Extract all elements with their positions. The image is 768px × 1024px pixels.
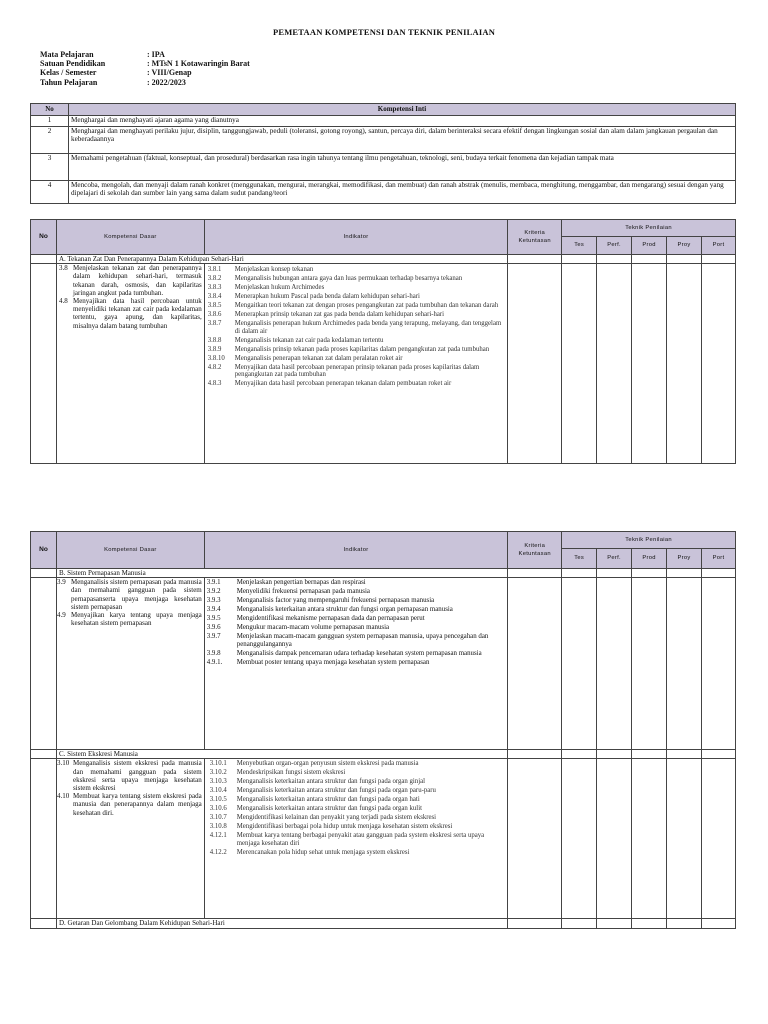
ind-text: Mengukur macam-macam volume pernapasan manusia <box>236 624 390 632</box>
ki-text: Menghargai dan menghayati ajaran agama yang dianutnya <box>69 116 736 127</box>
meta-value: : MTsN 1 Kotawaringin Barat <box>147 59 250 69</box>
ind-num: 3.8.10 <box>207 354 225 362</box>
kompetensi-inti-table <box>30 103 736 204</box>
ind-text: Menganalisis keterkaitan antara struktur dan fungsi pada organ kulit <box>236 805 422 813</box>
ki-text: Mencoba, mengolah, dan menyaji dalam ranah konkret (menggunakan, mengurai, merangkai, memodifikasi, dan membuat) dan ranah abstrak (menulis, membaca, menghitung, menggambar, dan mengarang) sesuai dengan yang dipelajari di sekolah dan sumber lain yang sama dalam sudut pandang/teori <box>69 181 736 204</box>
ind-text: Menyajikan data hasil percobaan penerapan tekanan dalam pembuatan roket air <box>234 380 452 388</box>
meta-row <box>40 59 250 68</box>
ind-text: Mengidentifikasi mekanisme pernapasan dada dan pernapasan perut <box>236 615 425 623</box>
ind-num: 3.9.3 <box>206 597 221 605</box>
ind-text: Menganalisis penerapan tekanan zat dalam peralatan roket air <box>234 354 403 362</box>
header-col: Port <box>701 549 735 569</box>
header-indikator: Indikator <box>204 532 507 569</box>
ind-text: Mengidentifikasi berbagai pola hidup untuk menjaga kesehatan sistem ekskresi <box>236 823 453 831</box>
ind-text: Menganalisis tekanan zat cair pada kedalaman tertentu <box>234 336 384 344</box>
kd-cell <box>56 578 204 750</box>
header-kd: Kompetensi Dasar <box>56 220 204 255</box>
ind-text: Menyebutkan organ-organ penyusun sistem ekskresi pada manusia <box>236 760 419 768</box>
kd-text: Membuat karya tentang sistem ekskresi pada manusia dan penerapannya dalam menjaga kesehatan diri. <box>72 792 202 817</box>
kd-num: 4.10 <box>56 792 70 801</box>
ki-no: 4 <box>31 181 69 204</box>
ind-text: Menganalisis prinsip tekanan pada proses kapilaritas dalam pengangkutan zat pada tumbuhan <box>234 345 490 353</box>
ind-num: 4.8.2 <box>207 363 222 371</box>
section-title: C. Sistem Ekskresi Manusia <box>56 750 507 759</box>
table-row <box>31 578 736 750</box>
kd-text: Menyajikan karya tentang upaya menjaga kesehatan sistem pernapasan <box>70 611 202 628</box>
ki-header-title: Kompetensi Inti <box>69 104 736 116</box>
header-col: Tes <box>562 549 597 569</box>
meta-label: Kelas / Semester <box>40 68 97 78</box>
ind-text: Merencanakan pola hidup sehat untuk menjaga system ekskresi <box>236 848 410 856</box>
meta-row <box>40 78 250 87</box>
section-title: B. Sistem Pernapasan Manusia <box>56 569 507 578</box>
ki-no: 3 <box>31 154 69 181</box>
ind-num: 3.8.6 <box>207 311 222 319</box>
indikator-cell <box>204 759 507 919</box>
ind-num: 3.9.6 <box>206 624 221 632</box>
header-indikator: Indikator <box>204 220 507 255</box>
meta-value: : IPA <box>147 50 165 59</box>
meta-label: Mata Pelajaran <box>40 50 94 59</box>
ind-num: 3.8.5 <box>207 302 222 310</box>
ind-num: 3.9.5 <box>206 615 221 623</box>
kd-cell <box>56 264 204 464</box>
ind-num: 3.10.6 <box>209 805 227 813</box>
header-col: Prod <box>632 237 667 255</box>
ind-num: 3.9.1 <box>206 579 221 587</box>
ind-num: 3.10.5 <box>209 796 227 804</box>
header-teknik: Teknik Penilaian <box>562 220 736 237</box>
ki-no: 2 <box>31 127 69 154</box>
ind-num: 3.10.4 <box>209 787 227 795</box>
ind-text: Menjelaskan pengertian bernapas dan respirasi <box>236 579 366 587</box>
meta-label: Tahun Pelajaran <box>40 77 98 87</box>
header-kd: Kompetensi Dasar <box>56 532 204 569</box>
meta-row <box>40 68 250 77</box>
ind-num: 3.8.1 <box>207 266 222 274</box>
meta-value: : VIII/Genap <box>147 68 192 78</box>
ind-text: Menganalisis keterkaitan antara struktur dan fungsi pada organ paru-paru <box>236 787 436 795</box>
table-row <box>31 264 736 464</box>
kd-num: 3.10 <box>56 759 70 768</box>
kd-num: 4.8 <box>58 297 68 306</box>
ind-num: 3.8.3 <box>207 284 222 292</box>
ind-text: Menjelaskan konsep tekanan <box>234 266 314 274</box>
ind-num: 4.12.2 <box>209 848 227 856</box>
ind-text: Mengaitkan teori tekanan zat dengan proses pengangkutan zat pada tumbuhan dan tekanan darah <box>234 302 499 310</box>
ind-num: 3.9.7 <box>206 633 221 641</box>
ind-text: Menganalisis keterkaitan antara struktur dan fungsi pada organ hati <box>236 796 420 804</box>
ind-text: Menjelaskan hukum Archimedes <box>234 284 325 292</box>
ind-num: 3.8.8 <box>207 336 222 344</box>
ind-num: 3.10.2 <box>209 769 227 777</box>
table-row <box>31 154 736 181</box>
header-col: Proy <box>667 237 702 255</box>
ind-text: Membuat karya tentang berbagai penyakit atau gangguan pada system ekskresi serta upaya menjaga kesehatan diri <box>236 832 485 847</box>
ind-text: Menyelidiki frekuensi pernapasan pada manusia <box>236 588 370 596</box>
table-row <box>31 127 736 154</box>
ind-text: Mengidentifikasi kelainan dan penyakit yang terjadi pada sistem ekskresi <box>236 814 437 822</box>
ind-num: 3.10.7 <box>209 814 227 822</box>
ind-text: Menjelaskan macam-macam gangguan system pernapasan manusia, upaya pencegahan dan penanggulangannya <box>236 633 489 649</box>
kd-cell <box>56 759 204 919</box>
header-col: Proy <box>667 549 702 569</box>
kd-text: Menjelaskan tekanan zat dan penerapannya dalam kehidupan sehari-hari, termasuk tekanan darah, osmosis, dan kapilaritas jaringan angkut pada tumbuhan. <box>72 264 202 297</box>
ind-text: Menganalisis dampak pencemaran udara terhadap kesehatan system pernapasan manusia <box>236 650 482 658</box>
header-no: No <box>31 220 57 255</box>
header-col: Port <box>701 237 735 255</box>
header-teknik: Teknik Penilaian <box>562 532 736 549</box>
indikator-cell <box>204 578 507 750</box>
ind-num: 3.8.9 <box>207 345 222 353</box>
table-row <box>31 759 736 919</box>
ind-num: 4.8.3 <box>207 380 222 388</box>
table-row <box>31 181 736 204</box>
kd-text: Menganalisis sistem pernapasan pada manusia dan memahami gangguan pada sistem pernapasanserta upaya menjaga kesehatan sistem pernapasan <box>70 578 202 611</box>
table-row <box>31 116 736 127</box>
header-col: Tes <box>562 237 597 255</box>
meta-block <box>40 50 250 87</box>
meta-value: : 2022/2023 <box>147 77 186 87</box>
ki-text: Menghargai dan menghayati perilaku jujur, disiplin, tanggungjawab, peduli (toleransi, gotong royong), santun, percaya diri, dalam berinteraksi secara efektif dengan lingkungan sosial dan alam dalam jangkauan pergaulan dan keberadaannya <box>69 127 736 154</box>
mapping-table-1 <box>30 219 736 464</box>
ind-text: Membuat poster tentang upaya menjaga kesehatan system pernapasan <box>236 659 430 667</box>
section-title: A. Tekanan Zat Dan Penerapannya Dalam Kehidupan Sehari-Hari <box>56 255 507 264</box>
ind-num: 4.12.1 <box>209 832 227 840</box>
ind-text: Menyajikan data hasil percobaan penerapan prinsip tekanan pada proses kapilaritas dalam pengangkutan zat pada tumbuhan <box>234 363 480 379</box>
meta-label: Satuan Pendidikan <box>40 59 106 69</box>
kd-num: 3.9 <box>56 578 66 587</box>
ind-text: Menganalisis keterkaitan antara struktur dan fungsi pada organ ginjal <box>236 778 425 786</box>
section-title: D. Getaran Dan Gelombang Dalam Kehidupan Sehari-Hari <box>56 919 507 928</box>
header-col: Prod <box>632 549 667 569</box>
header-kriteria: Kriteria Ketuntasan <box>508 220 562 255</box>
ind-num: 3.9.4 <box>206 606 221 614</box>
kd-num: 4.9 <box>56 611 66 620</box>
ind-num: 3.8.7 <box>207 320 222 328</box>
ind-text: Mendeskripsikan fungsi sistem ekskresi <box>236 769 346 777</box>
indikator-cell <box>204 264 507 464</box>
ind-num: 4.9.1. <box>206 659 223 667</box>
ind-num: 3.10.3 <box>209 778 227 786</box>
ki-header-no: No <box>31 104 69 116</box>
kd-num: 3.8 <box>58 264 68 273</box>
ki-text: Memahami pengetahuan (faktual, konseptual, dan prosedural) berdasarkan rasa ingin tahunya tentang ilmu pengetahuan, teknologi, seni, budaya terkait fenomena dan kejadian tampak mata <box>69 154 736 181</box>
ind-text: Menganalisis penerapan hukum Archimedes pada benda yang terapung, melayang, dan tenggelam di dalam air <box>234 320 502 335</box>
ind-text: Menganalisis factor yang mempengaruhi frekuensi pernapasan manusia <box>236 597 435 605</box>
ind-text: Menerapkan hukum Pascal pada benda dalam kehidupan sehari-hari <box>234 293 420 301</box>
header-col: Perf. <box>597 549 632 569</box>
ind-text: Menerapkan prinsip tekanan zat gas pada benda dalam kehidupan sehari-hari <box>234 311 445 319</box>
mapping-table-2 <box>30 531 736 929</box>
kd-text: Menganalisis sistem ekskresi pada manusia dan memahami gangguan pada sistem ekskresi serta upaya menjaga kesehatan sistem ekskresi <box>72 759 202 793</box>
ind-text: Menganalisis hubungan antara gaya dan luas permukaan terhadap besarnya tekanan <box>234 275 463 283</box>
meta-row <box>40 50 250 59</box>
ind-text: Menganalisis keterkaitan antara struktur dan fungsi organ pernapasan manusia <box>236 606 453 614</box>
ki-no: 1 <box>31 116 69 127</box>
document-title: PEMETAAN KOMPETENSI DAN TEKNIK PENILAIAN <box>272 27 496 37</box>
ind-num: 3.10.1 <box>209 760 227 768</box>
ind-num: 3.9.2 <box>206 588 221 596</box>
ind-num: 3.8.4 <box>207 293 222 301</box>
ind-num: 3.10.8 <box>209 823 227 831</box>
header-col: Perf. <box>597 237 632 255</box>
ind-num: 3.8.2 <box>207 275 222 283</box>
header-no: No <box>31 532 57 569</box>
header-kriteria: Kriteria Ketuntasan <box>508 532 562 569</box>
kd-text: Menyajikan data hasil percobaan untuk menyelidiki tekanan zat cair pada kedalaman tertentu, gaya apung, dan kapilaritas, misalnya dalam batang tumbuhan <box>72 297 202 330</box>
ind-num: 3.9.8 <box>206 650 221 658</box>
